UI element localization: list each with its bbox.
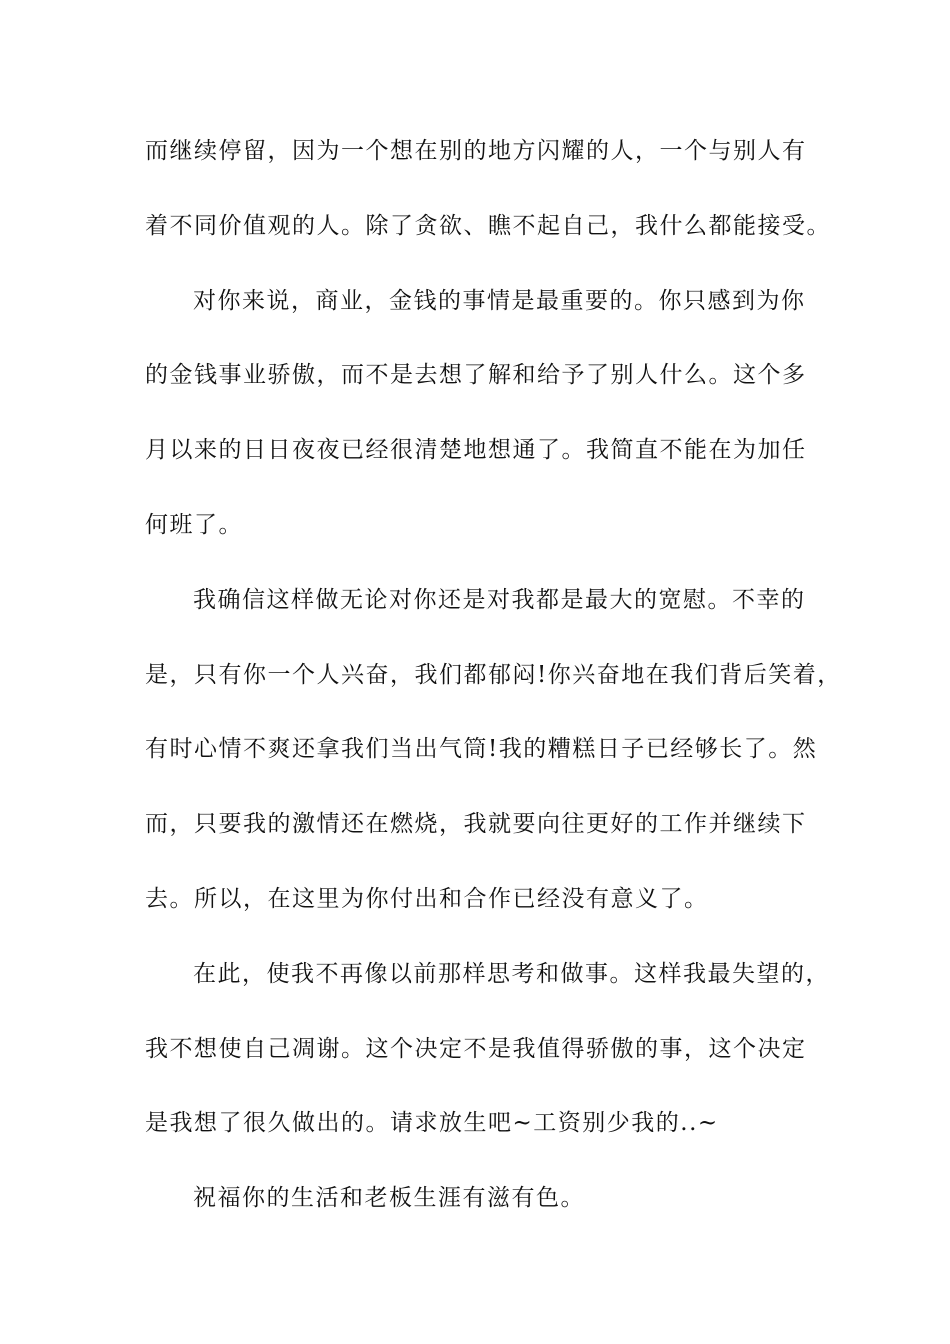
text-line: 的金钱事业骄傲，而不是去想了解和给予了别人什么。这个多 [145,362,807,389]
text-line: 而继续停留，因为一个想在别的地方闪耀的人，一个与别人有 [145,138,807,164]
text-line: 而，只要我的激情还在燃烧，我就要向往更好的工作并继续下 [145,811,807,838]
text-line: 去。所以，在这里为你付出和合作已经没有意义了。 [145,885,709,912]
paragraph-start-line: 我确信这样做无论对你还是对我都是最大的宽慰。不幸的 [193,586,806,613]
paragraph-start-line: 在此，使我不再像以前那样思考和做事。这样我最失望的， [193,960,830,987]
text-line: 有时心情不爽还拿我们当出气筒!我的糟糕日子已经够长了。然 [145,736,818,763]
paragraph-start-line: 对你来说，商业，金钱的事情是最重要的。你只感到为你 [193,287,806,314]
text-line: 着不同价值观的人。除了贪欲、瞧不起自己，我什么都能接受。 [145,212,831,239]
text-line: 我不想使自己凋谢。这个决定不是我值得骄傲的事，这个决定 [145,1035,807,1062]
closing-line: 祝福你的生活和老板生涯有滋有色。 [193,1185,585,1212]
text-line: 是，只有你一个人兴奋，我们都郁闷!你兴奋地在我们背后笑着， [145,661,842,688]
text-line: 是我想了很久做出的。请求放生吧~工资别少我的..~ [145,1110,719,1137]
letter-body [145,128,842,1250]
text-line: 月以来的日日夜夜已经很清楚地想通了。我简直不能在为加任 [145,437,807,464]
text-line: 何班了。 [145,511,243,538]
